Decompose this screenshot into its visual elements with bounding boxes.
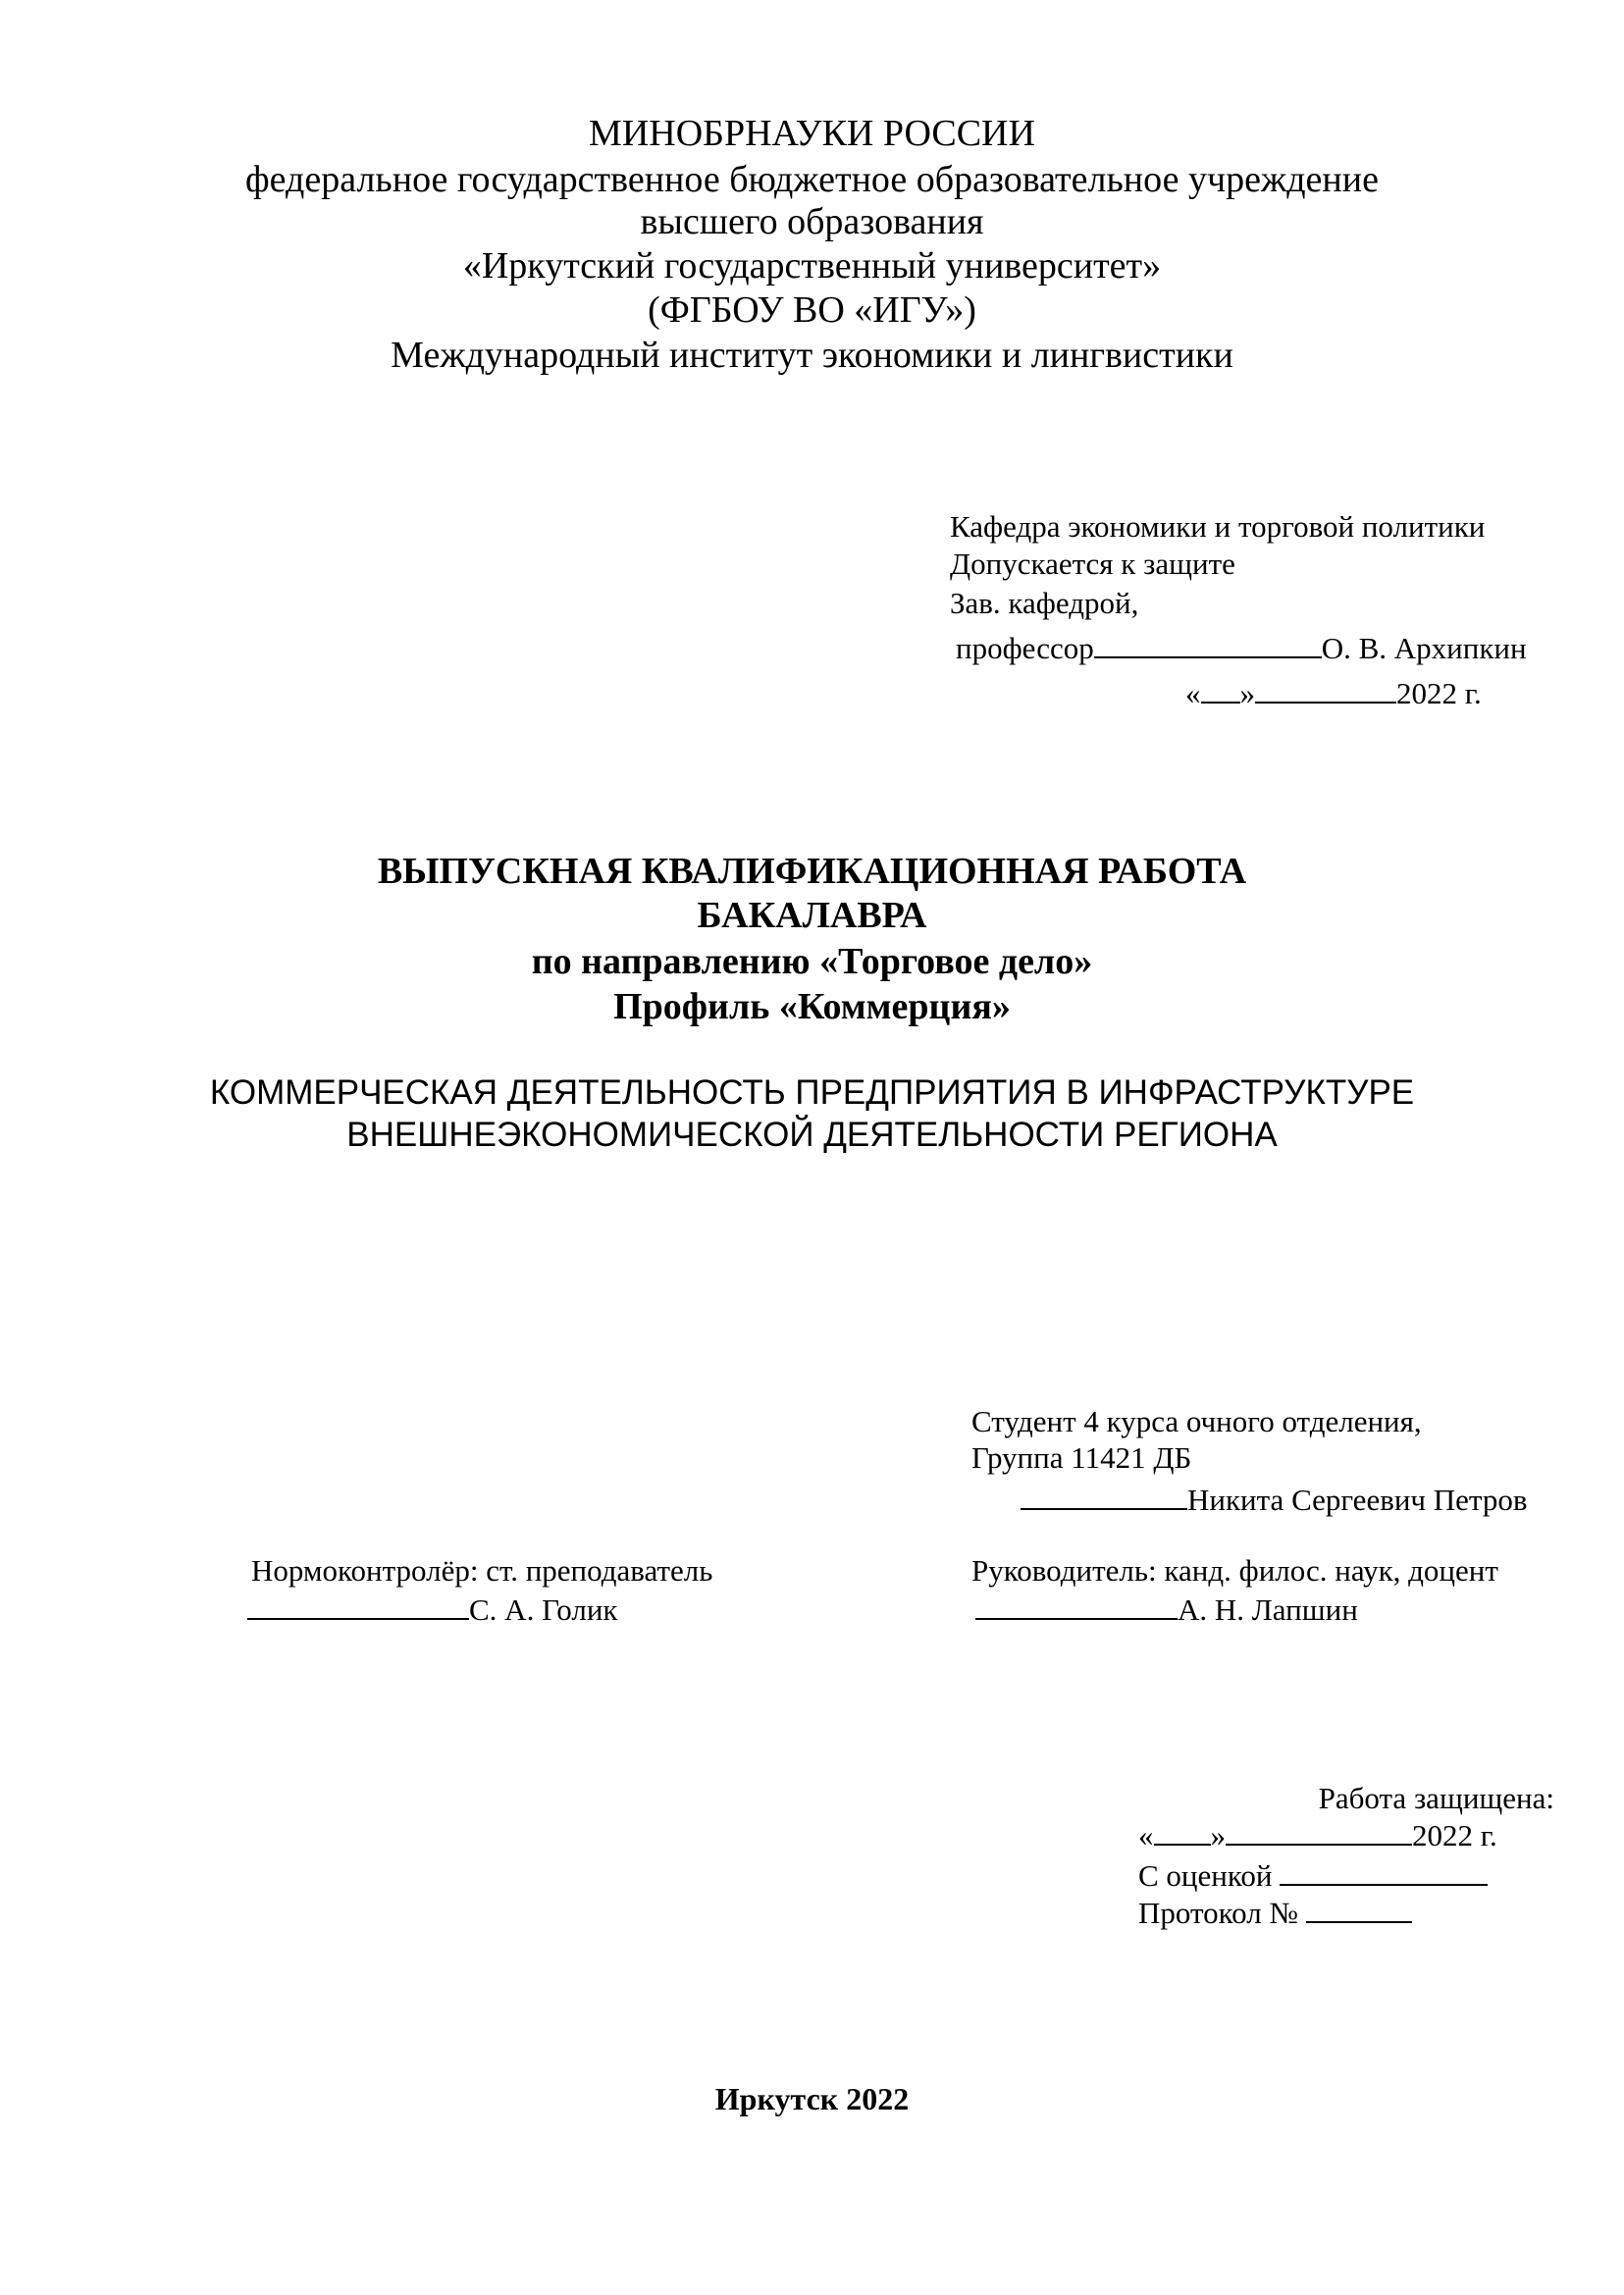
protocol-label: Протокол №: [1138, 1896, 1298, 1930]
protocol-line: [1138, 1895, 1412, 1932]
ministry-line: МИНОБРНАУКИ РОССИИ: [589, 113, 1035, 154]
approval-date-close-quote: »: [1239, 676, 1255, 710]
supervisor-signature-line: [975, 1591, 1358, 1629]
approval-month-blank: [1255, 676, 1396, 704]
approval-date-line: [1185, 675, 1482, 712]
defended-line: Работа защищена:: [1318, 1781, 1554, 1815]
normocontrol-title-line: Нормоконтролёр: ст. преподаватель: [251, 1553, 713, 1588]
supervisor-title-line: Руководитель: канд. филос. наук, доцент: [971, 1553, 1498, 1588]
work-type-line1: ВЫПУСКНАЯ КВАЛИФИКАЦИОННАЯ РАБОТА: [377, 851, 1247, 892]
student-group-line: Группа 11421 ДБ: [971, 1440, 1192, 1475]
professor-prefix: профессор: [956, 631, 1094, 665]
normocontrol-signature-line: [247, 1591, 617, 1629]
student-signature-line: [1021, 1482, 1527, 1519]
thesis-title-line2: ВНЕШНЕЭКОНОМИЧЕСКОЙ ДЕЯТЕЛЬНОСТИ РЕГИОНА: [346, 1116, 1278, 1154]
protocol-blank: [1306, 1896, 1412, 1923]
work-profile-line: Профиль «Коммерция»: [613, 986, 1011, 1027]
defense-date-close-quote: »: [1210, 1818, 1226, 1852]
admitted-line: Допускается к защите: [950, 547, 1235, 581]
grade-blank: [1280, 1858, 1488, 1886]
supervisor-name: А. Н. Лапшин: [1178, 1592, 1358, 1627]
city-year: Иркутск 2022: [714, 2081, 910, 2116]
approval-date-open-quote: «: [1185, 676, 1201, 710]
supervisor-signature-blank: [975, 1592, 1178, 1620]
professor-signature-line: [956, 630, 1527, 667]
university-line: «Иркутский государственный университет»: [462, 245, 1162, 287]
defense-month-blank: [1226, 1818, 1412, 1846]
institute-line: Международный институт экономики и лингвистики: [391, 335, 1233, 376]
defense-date-line: [1138, 1817, 1497, 1854]
approval-date-year: 2022 г.: [1396, 676, 1482, 710]
education-level-line: высшего образования: [640, 201, 984, 242]
grade-line: [1138, 1857, 1488, 1895]
approval-day-blank: [1201, 676, 1240, 704]
work-type-line2: БАКАЛАВРА: [697, 895, 927, 936]
professor-signature-blank: [1094, 631, 1322, 658]
institution-type-line: федеральное государственное бюджетное образовательное учреждение: [245, 159, 1379, 200]
professor-name: О. В. Архипкин: [1321, 631, 1527, 665]
student-name: Никита Сергеевич Петров: [1187, 1483, 1528, 1517]
defense-date-open-quote: «: [1138, 1818, 1154, 1852]
normocontrol-name: С. А. Голик: [469, 1592, 618, 1627]
normocontrol-signature-blank: [247, 1592, 469, 1620]
head-title-line: Зав. кафедрой,: [950, 586, 1139, 620]
work-direction-line: по направлению «Торговое дело»: [531, 941, 1093, 982]
defense-day-blank: [1154, 1818, 1211, 1846]
thesis-title-line1: КОММЕРЧЕСКАЯ ДЕЯТЕЛЬНОСТЬ ПРЕДПРИЯТИЯ В ИНФРАСТРУКТУРЕ: [209, 1073, 1415, 1112]
grade-label: С оценкой: [1138, 1858, 1273, 1893]
student-signature-blank: [1021, 1483, 1187, 1510]
university-abbr-line: (ФГБОУ ВО «ИГУ»): [648, 289, 976, 331]
defense-date-year: 2022 г.: [1412, 1818, 1497, 1852]
student-course-line: Студент 4 курса очного отделения,: [971, 1404, 1422, 1438]
department-line: Кафедра экономики и торговой политики: [950, 509, 1486, 544]
